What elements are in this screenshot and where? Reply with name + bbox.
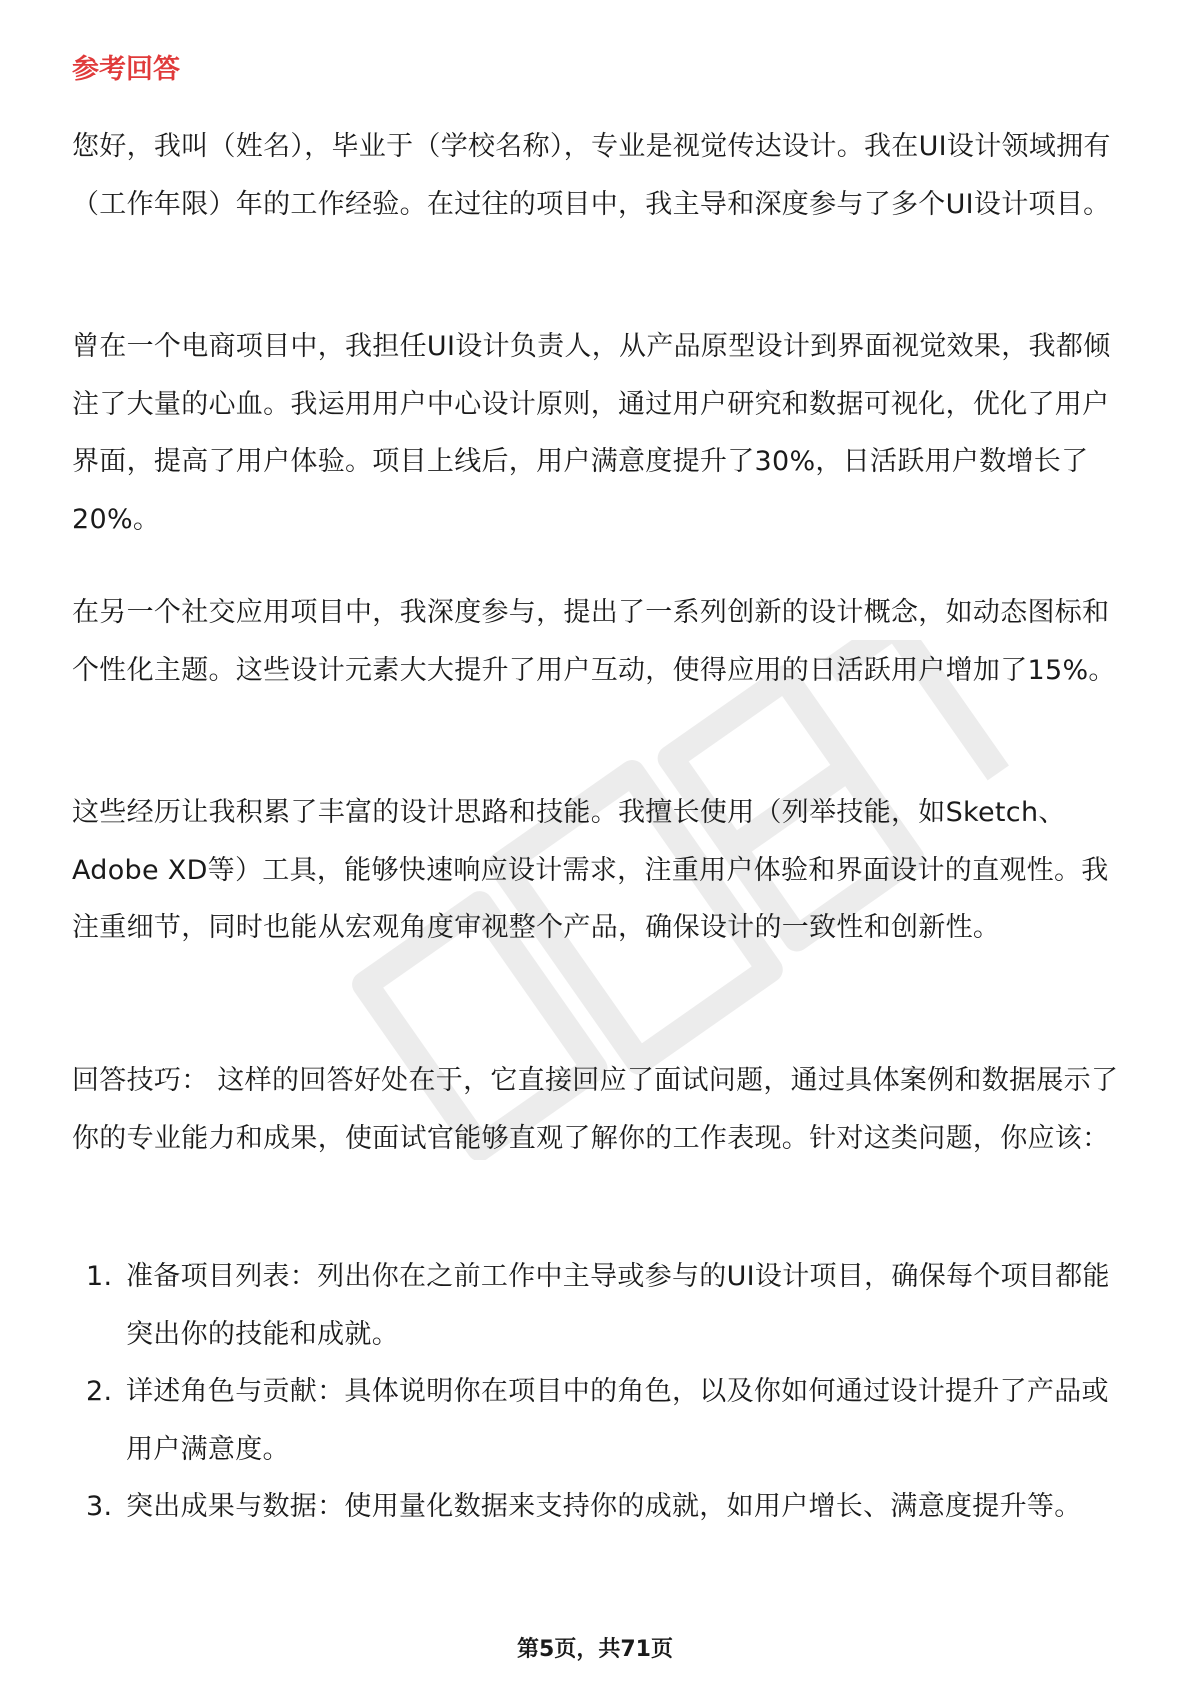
paragraph-answer-tips: 回答技巧： 这样的回答好处在于，它直接回应了面试问题，通过具体案例和数据展示了你的专业能力和成果，使面试官能够直观了解你的工作表现。针对这类问题，你应该： bbox=[72, 1065, 1119, 1154]
list-item-number: 1. bbox=[86, 1261, 113, 1292]
list-item-text: 准备项目列表：列出你在之前工作中主导或参与的UI设计项目，确保每个项目都能突出你的技能和成就。 bbox=[126, 1261, 1110, 1350]
paragraph-social-app-project: 在另一个社交应用项目中，我深度参与，提出了一系列创新的设计概念，如动态图标和个性化主题。这些设计元素大大提升了用户互动，使得应用的日活跃用户增加了15%。 bbox=[72, 597, 1116, 686]
paragraph-ecommerce-project: 曾在一个电商项目中，我担任UI设计负责人，从产品原型设计到界面视觉效果，我都倾注了大量的心血。我运用用户中心设计原则，通过用户研究和数据可视化，优化了用户界面，提高了用户体验。项目上线后，用户满意度提升了30%，日活跃用户数增长了20%。 bbox=[72, 331, 1111, 535]
list-item-text: 详述角色与贡献：具体说明你在项目中的角色，以及你如何通过设计提升了产品或用户满意度。 bbox=[126, 1376, 1109, 1465]
page-footer: 第5页，共71页 bbox=[517, 1637, 673, 1662]
list-item-number: 3. bbox=[86, 1491, 113, 1522]
list-item bbox=[72, 1363, 1122, 1478]
list-item-text: 突出成果与数据：使用量化数据来支持你的成就，如用户增长、满意度提升等。 bbox=[126, 1491, 1082, 1522]
paragraph-skills: 这些经历让我积累了丰富的设计思路和技能。我擅长使用（列举技能，如Sketch、Adobe XD等）工具，能够快速响应设计需求，注重用户体验和界面设计的直观性。我注重细节，同时也能从宏观角度审视整个产品，确保设计的一致性和创新性。 bbox=[72, 797, 1109, 943]
paragraph-intro: 您好，我叫（姓名），毕业于（学校名称），专业是视觉传达设计。我在UI设计领域拥有（工作年限）年的工作经验。在过往的项目中，我主导和深度参与了多个UI设计项目。 bbox=[72, 131, 1111, 220]
tips-list bbox=[72, 1248, 1122, 1536]
list-item-number: 2. bbox=[86, 1376, 113, 1407]
section-title: 参考回答 bbox=[72, 54, 180, 85]
list-item bbox=[72, 1478, 1122, 1536]
list-item bbox=[72, 1248, 1122, 1363]
